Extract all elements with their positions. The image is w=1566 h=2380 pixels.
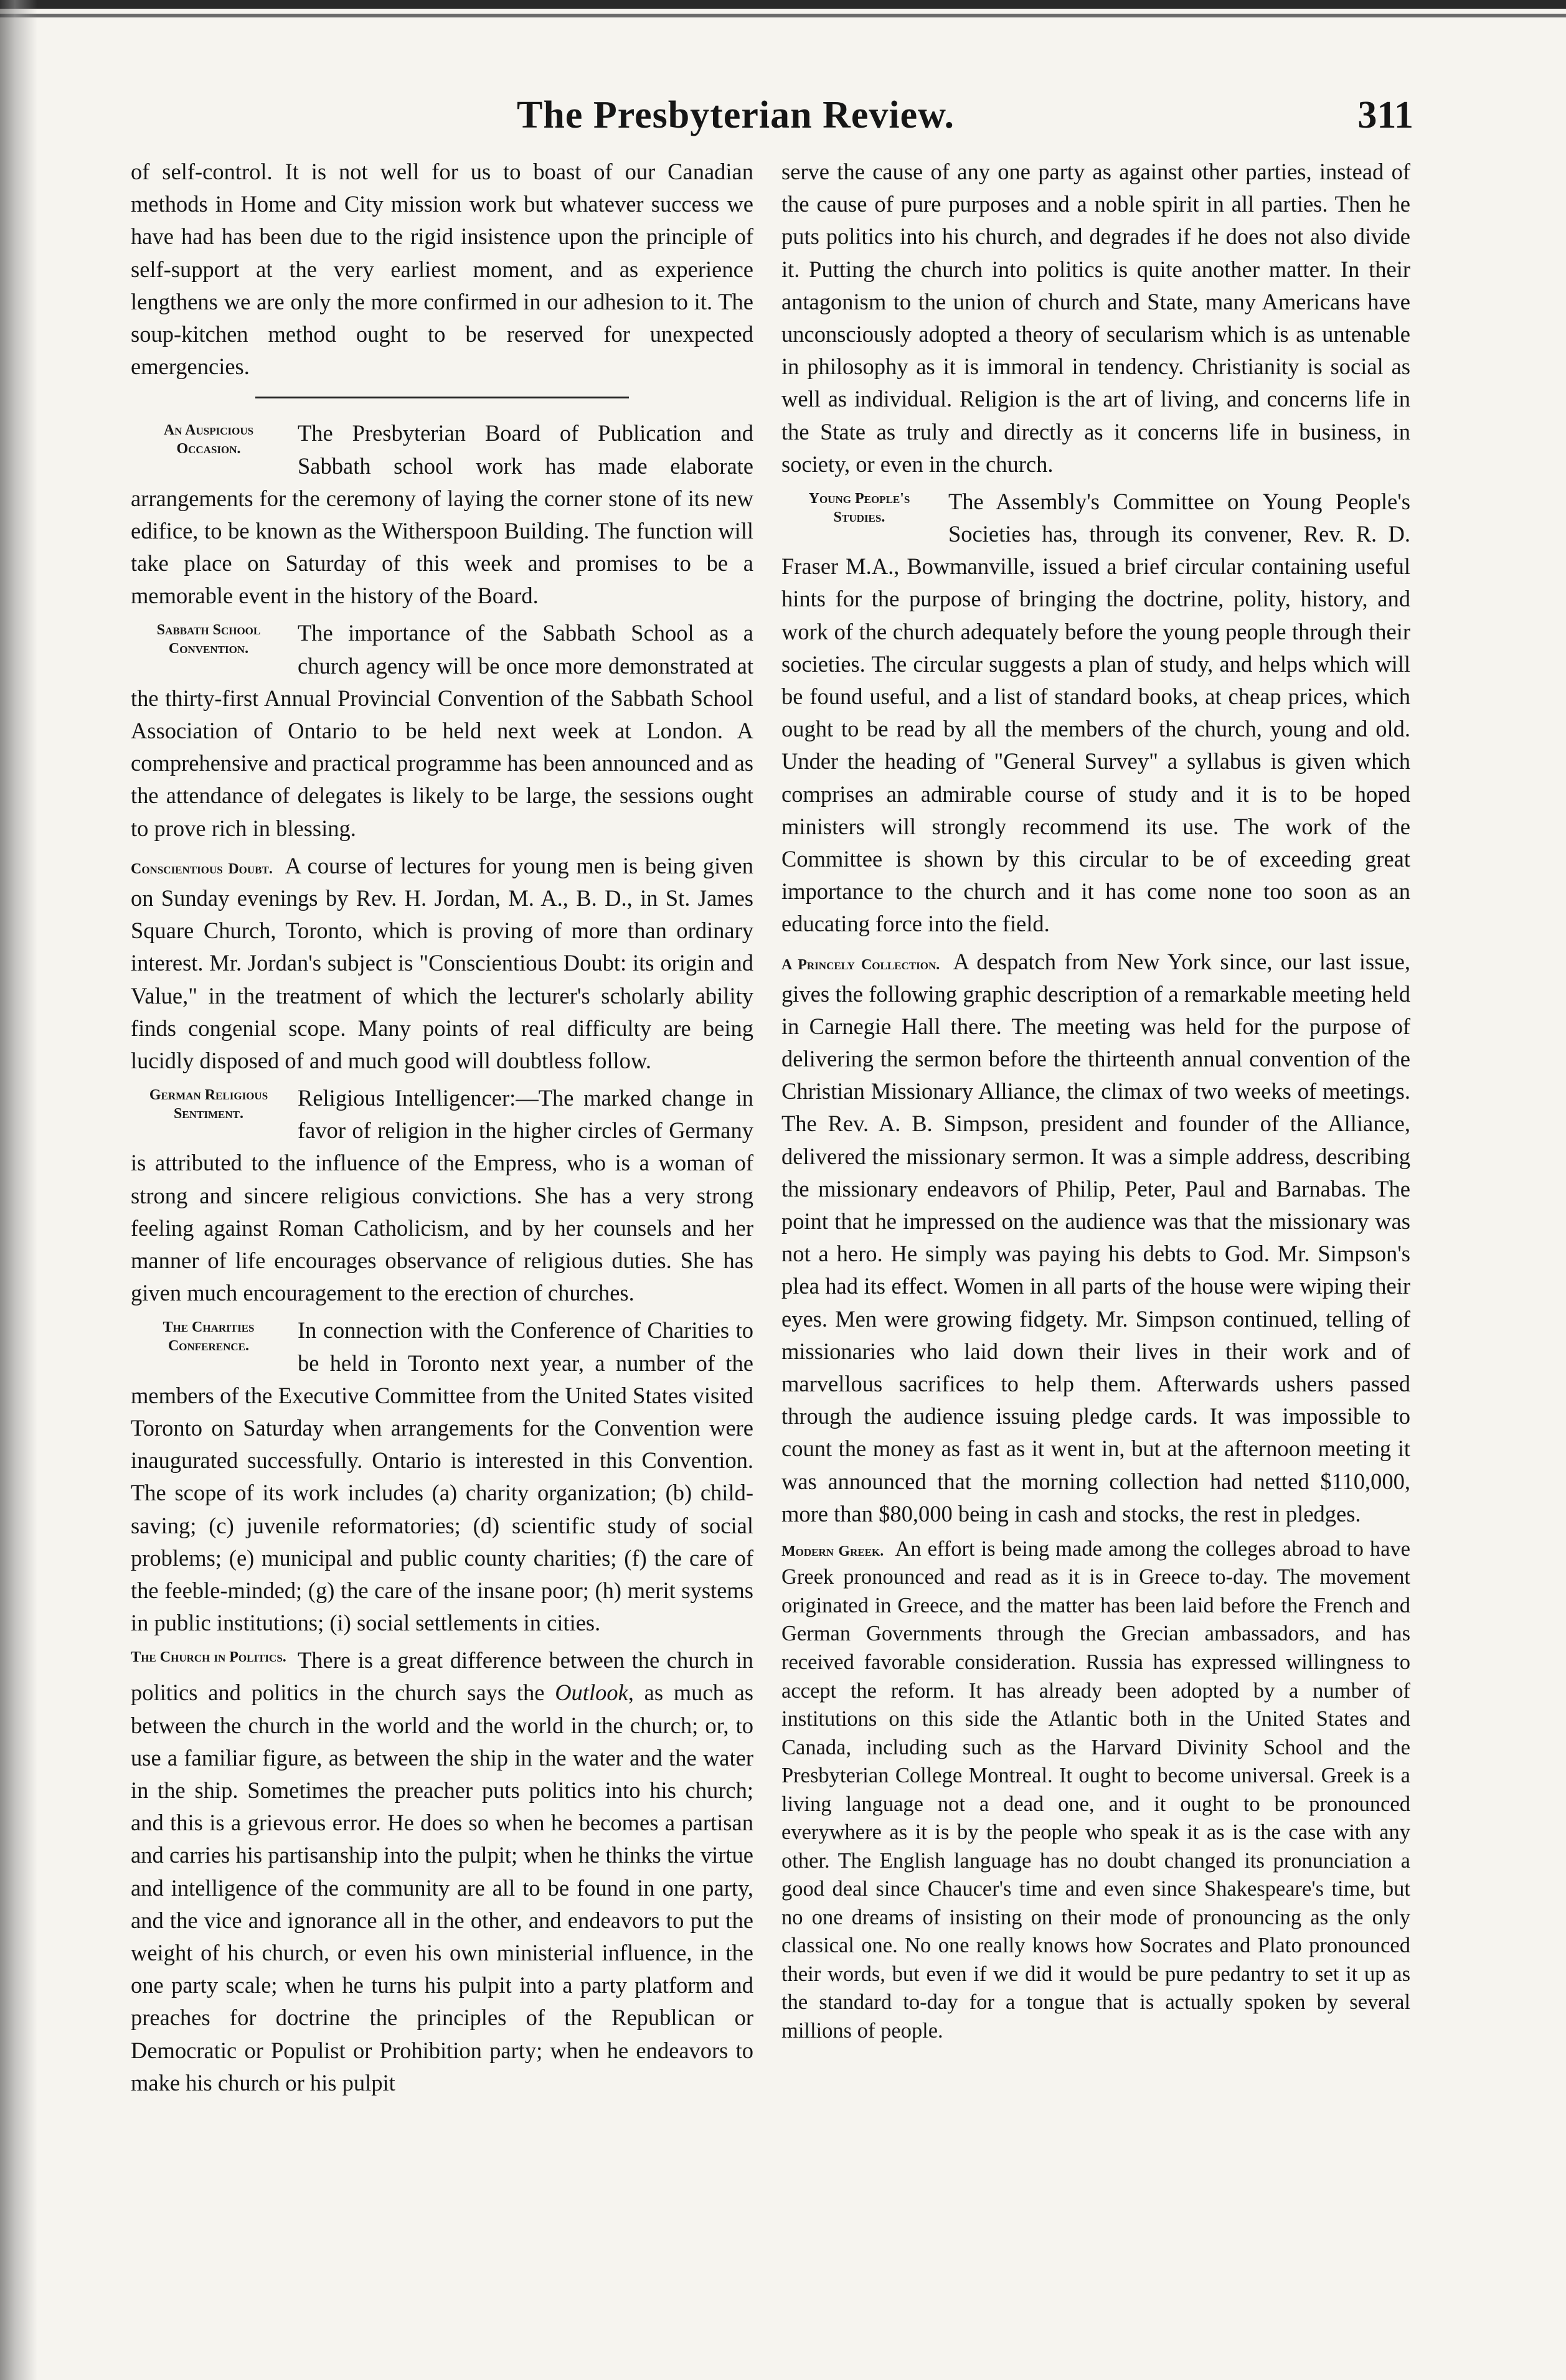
article-princely-collection — [781, 946, 1410, 1530]
article-charities-conference — [131, 1314, 753, 1639]
article-text: In connection with the Conference of Charities to be held in Toronto next year, a number of the members of the Executive Committee from the United States visited Toronto on Saturday when arrangements for the Convention were inaugurated successfully. Ontario is interested in this Convention. The scope of its work includes (a) charity organization; (b) child-saving; (c) juvenile reformatories; (d) scientific study of social problems; (e) municipal and public county charities; (f) the care of the feeble-minded; (g) the care of the insane poor; (h) merit systems in public institutions; (i) social settlements in cities. — [131, 1317, 753, 1636]
column-right — [781, 156, 1410, 2050]
sidehead-princely-collection: A Princely Collection. — [781, 956, 940, 973]
col1-opening-paragraph: of self-control. It is not well for us to boast of our Canadian methods in Home and City mission work but whatever success we have had has been due to the rigid insistence upon the principle of self-support at the very earliest moment, and as experience lengthens we are only the more confirmed in our adhesion to it. The soup-kitchen method ought to be reserved for unexpected emergencies. — [131, 159, 753, 380]
article-text: An effort is being made among the colleges abroad to have Greek pronounced and read as it is in Greece to-day. The movement originated in Greece, and the matter has been laid before the French and German Governments through the Grecian ambassadors, and has received favorable consideration. Russia has expressed willingness to accept the reform. It has already been adopted by a number of institutions on this side the Atlantic both in the United States and Canada, including such as the Harvard Divinity School and the Presbyterian College Montreal. It ought to become universal. Greek is a living language not a dead one, and it ought to be pronounced everywhere as it is by the people who speak it as is the case with any other. The English language has no doubt changed its pronunciation a good deal since Chaucer's time and even since Shakespeare's time, but no one dreams of insisting on their mode of pronouncing as the only classical one. No one really knows how Socrates and Plato pronounced their words, but even if we did it would be pure pedantry to set it up as the standard to-day for a tongue that is actually spoken by several millions of people. — [781, 1536, 1410, 2043]
sidehead-young-peoples-studies: Young People's Studies. — [808, 490, 910, 525]
column-left — [131, 156, 753, 2104]
article-text: The importance of the Sabbath School as a church agency will be once more demonstrated at the thirty-first Annual Provincial Convention of the Sabbath School Association of Ontario to be held next week at London. A comprehensive and practical programme has been announced and as the attendance of delegates is likely to be large, the sessions ought to prove rich in blessing. — [131, 620, 753, 841]
article-young-peoples-studies — [781, 486, 1410, 941]
running-title: The Presbyterian Review. — [517, 94, 955, 136]
article-text: A course of lectures for young men is being given on Sunday evenings by Rev. H. Jordan, M. A., B. D., in St. James Square Church, Toronto, which is proving of more than ordinary interest. Mr. Jordan's subject is "Conscientious Doubt: its origin and Value," in the treatment of which the lecturer's scholarly ability finds congenial scope. Many points of real difficulty are being lucidly disposed of and much good will doubtless follow. — [131, 852, 753, 1073]
article-text: A despatch from New York since, our last issue, gives the following graphic description of a remarkable meeting held in Carnegie Hall there. The meeting was held for the purpose of delivering the sermon before the thirteenth annual convention of the Christian Missionary Alliance, the climax of two weeks of meetings. The Rev. A. B. Simpson, president and founder of the Alliance, delivered the missionary sermon. It was a simple address, describing the missionary endeavors of Philip, Peter, Paul and Barnabas. The point that he impressed on the audience was that the missionary was not a hero. He simply was paying his debts to God. Mr. Simpson's plea had its effect. Women in all parts of the house were wiping their eyes. Men were growing fidgety. Mr. Simpson continued, telling of missionaries who laid down their lives in their work and of marvellous sacrifices to help them. Afterwards ushers passed through the audience issuing pledge cards. It was impossible to count the money as fast as it went in, but at the afternoon meeting it was announced that the morning collection had netted $110,000, more than $80,000 being in cash and stocks, the rest in pledges. — [781, 948, 1410, 1526]
article-text: The Presbyterian Board of Publication and Sabbath school work has made elaborate arrangements for the ceremony of laying the corner stone of its new edifice, to be known as the Witherspoon Building. The function will take place on Saturday of this week and promises to be a memorable event in the history of the Board. — [131, 420, 753, 609]
scan-binding-shadow — [0, 0, 37, 2380]
scan-top-border — [0, 0, 1566, 9]
sidehead-modern-greek: Modern Greek. — [781, 1543, 884, 1559]
article-sabbath-school-convention — [131, 617, 753, 844]
article-german-religious-sentiment — [131, 1082, 753, 1309]
sidehead-conscientious-doubt: Conscientious Doubt. — [131, 860, 273, 877]
page-number: 311 — [1357, 94, 1413, 136]
sidehead-charities-conference: The Charities Conference. — [163, 1319, 255, 1355]
article-conscientious-doubt — [131, 850, 753, 1077]
article-text: The Assembly's Committee on Young People's Societies has, through its convener, Rev. R. D. Fraser M.A., Bowmanville, issued a brief circular containing useful hints for the purpose of bringing the doctrine, polity, history, and work of the church adequately before the young people through their societies. The circular suggests a plan of study, and helps which will be found useful, and a list of standard books, at cheap prices, which ought to be read by all the members of the church, young and old. Under the heading of "General Survey" a syllabus is given which comprises an admirable course of study and it is to be hoped ministers will strongly recommend its use. The work of the Committee is shown by this circular to be of exceeding great importance to the church and it has come none too soon as an educating force into the field. — [781, 488, 1410, 937]
article-modern-greek — [781, 1535, 1410, 2046]
sidehead-sabbath-school-convention: Sabbath School Convention. — [156, 622, 261, 657]
col2-continuation-paragraph: serve the cause of any one party as against other parties, instead of the cause of pure purposes and a noble spirit in all parties. Then he puts politics into his church, and degrades if he does not also divide it. Putting the church into politics is quite another matter. In their antagonism to the union of church and State, many Americans have unconsciously adopted a theory of secularism which is as untenable in philosophy as it is immoral in tendency. Christianity is social as well as individual. Religion is the art of living, and concerns life in the State as truly and directly as it concerns life in business, in society, or even in the church. — [781, 159, 1410, 477]
article-auspicious-occasion — [131, 417, 753, 612]
sidehead-german-religious-sentiment: German Religious Sentiment. — [149, 1087, 268, 1122]
page-header — [143, 93, 1413, 149]
article-text: Religious Intelligencer:—The marked change in favor of religion in the higher circles of Germany is attributed to the influence of the Empress, who is a woman of strong and sincere religious convictions. She has a very strong feeling against Roman Catholicism, and by her counsels and her manner of life encourages observance of religious duties. She has given much encouragement to the erection of churches. — [131, 1085, 753, 1306]
sidehead-church-in-politics: The Church in Politics. — [131, 1649, 286, 1666]
publication-title-outlook: Outlook, — [555, 1680, 634, 1706]
sidehead-auspicious-occasion: An Auspicious Occasion. — [163, 422, 254, 458]
article-text-part2: as much as between the church in the world and the world in the church; or, to use a familiar figure, as between the ship in the water and the water in the ship. Sometimes the preacher puts politics into his church; and this is a grievous error. He does so when he becomes a partisan and carries his partisanship into the pulpit; when he thinks the virtue and intelligence of the community are all to be found in one party, and the vice and ignorance all in the other, and endeavors to put the weight of his church, or even his own ministerial influence, in the one party scale; when he turns his pulpit into a party platform and preaches for doctrine the principles of the Republican or Democratic or Populist or Prohibition party; when he endeavors to make his church or his pulpit — [131, 1680, 754, 2095]
section-divider — [255, 397, 629, 398]
article-church-in-politics — [131, 1644, 753, 2099]
scan-top-border-inner — [0, 14, 1566, 17]
article-text-part1: There is a great difference between the church in politics and politics in the church says the — [131, 1647, 753, 1706]
